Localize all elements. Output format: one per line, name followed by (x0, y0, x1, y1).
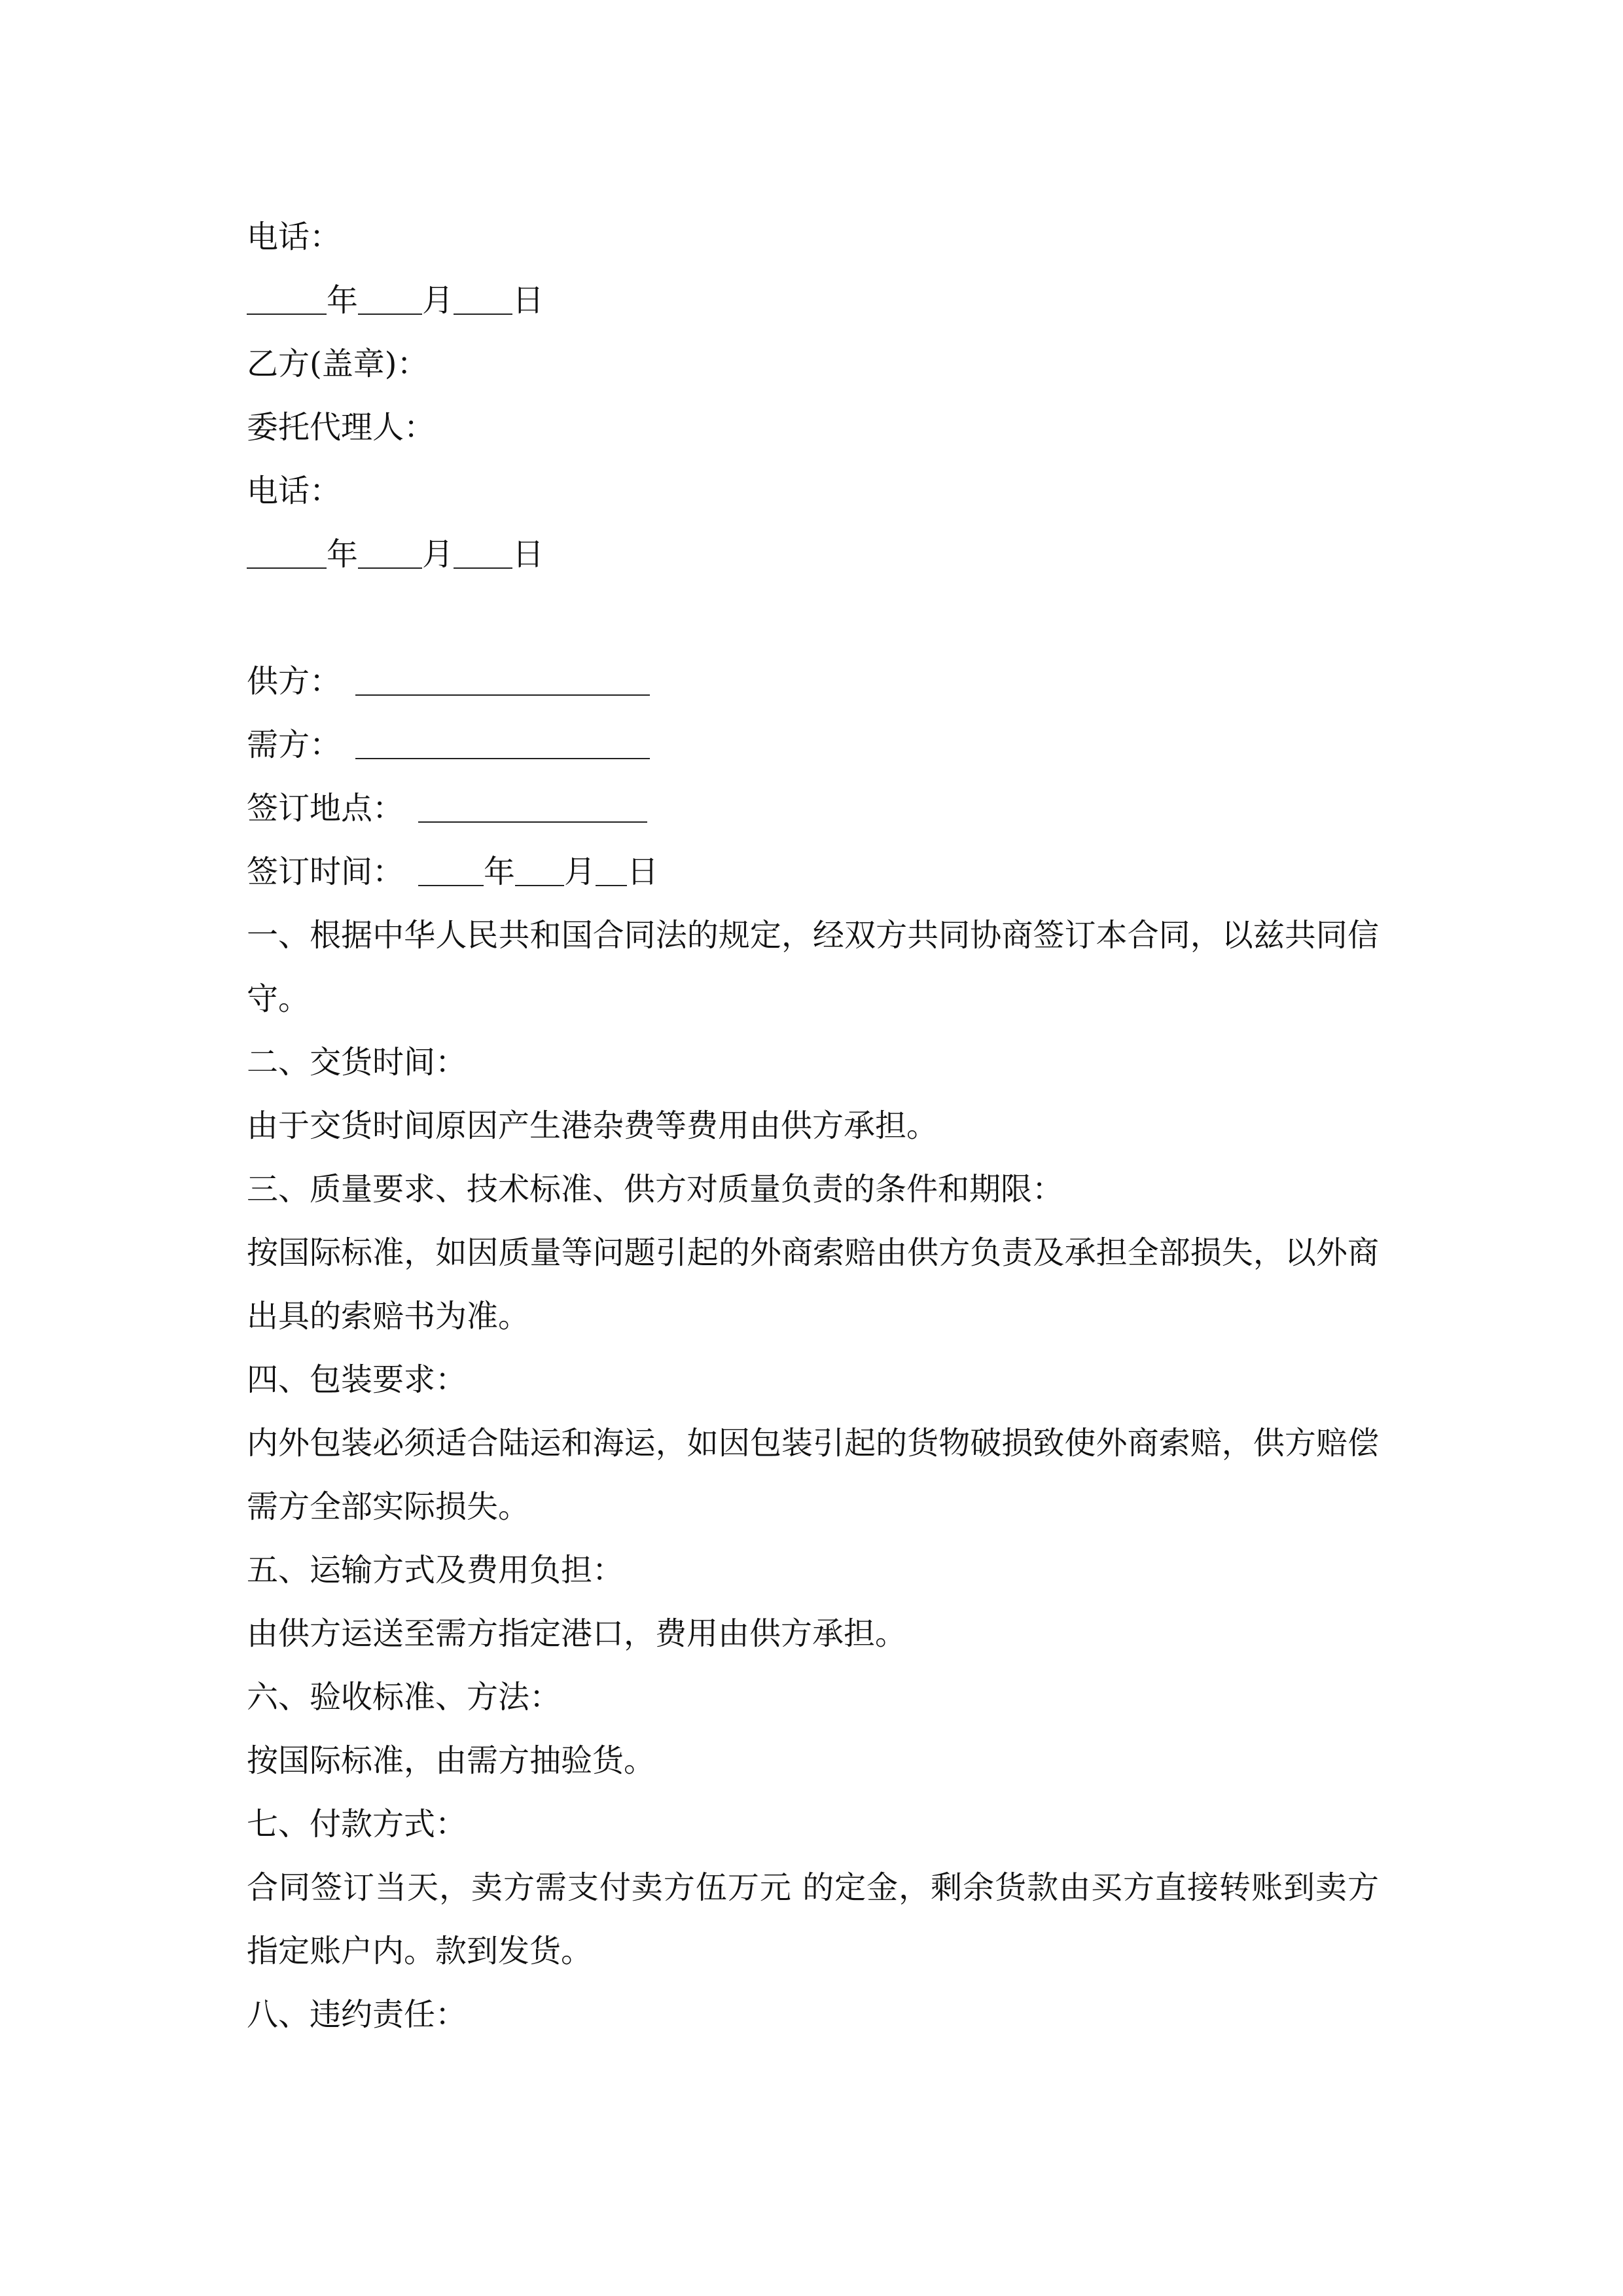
clause-5-body: 由供方运送至需方指定港口，费用由供方承担。 (247, 1615, 907, 1652)
party-b-seal-line (247, 332, 1379, 396)
supplier-line (247, 650, 1379, 713)
date-line-1 (247, 269, 1379, 332)
agent-label: 委托代理人： (247, 409, 436, 446)
clause-7-body: 合同签订当天，卖方需支付卖方伍万元 的定金，剩余货款由买方直接转账到卖方指定账户内。款到发货。 (247, 1869, 1379, 1969)
party-b-seal-label: 乙方(盖章)： (247, 346, 429, 382)
clause-1-paragraph: 一、根据中华人民共和国合同法的规定，经双方共同协商签订本合同，以兹共同信守。 (247, 917, 1379, 1017)
buyer-label: 需方： (247, 726, 342, 763)
clause-8-heading: 八、违约责任： (247, 1996, 467, 2033)
date-line-2 (247, 523, 1379, 586)
clause-3-heading: 三、质量要求、技术标准、供方对质量负责的条件和期限： (247, 1171, 1064, 1208)
phone-label: 电话： (247, 219, 342, 255)
supplier-label: 供方： (247, 663, 342, 700)
document-body (247, 206, 1379, 2047)
day-label: 日 (512, 536, 544, 573)
time-line (247, 840, 1379, 904)
year-label: 年 (484, 853, 516, 890)
buyer-line (247, 713, 1379, 777)
agent-line (247, 396, 1379, 459)
day-blank (454, 282, 512, 315)
day-label: 日 (512, 282, 544, 319)
phone-line-2 (247, 459, 1379, 523)
clause-3-body: 按国际标准，如因质量等问题引起的外商索赔由供方负责及承担全部损失，以外商出具的索赔书为准。 (247, 1234, 1379, 1335)
section-gap (247, 586, 1379, 650)
clause-5-heading: 五、运输方式及费用负担： (247, 1552, 624, 1588)
place-line (247, 777, 1379, 840)
month-blank (358, 282, 422, 315)
day-blank (596, 853, 627, 886)
clause-2-heading: 二、交货时间： (247, 1044, 467, 1081)
year-label: 年 (327, 536, 359, 573)
month-blank (515, 853, 564, 886)
month-label: 月 (422, 282, 454, 319)
day-label: 日 (627, 853, 659, 890)
year-blank (418, 853, 484, 886)
supplier-blank (355, 663, 650, 696)
clause-6-body: 按国际标准，由需方抽验货。 (247, 1742, 656, 1779)
year-label: 年 (327, 282, 359, 319)
clause-4-heading: 四、包装要求： (247, 1361, 467, 1398)
phone-label: 电话： (247, 473, 342, 509)
day-blank (454, 536, 512, 569)
time-label: 签订时间： (247, 853, 404, 890)
month-label: 月 (564, 853, 596, 890)
year-blank (247, 282, 327, 315)
clause-2-body: 由于交货时间原因产生港杂费等费用由供方承担。 (247, 1107, 938, 1144)
month-blank (358, 536, 422, 569)
place-label: 签订地点： (247, 790, 404, 827)
clause-7-heading: 七、付款方式： (247, 1806, 467, 1842)
month-label: 月 (422, 536, 454, 573)
buyer-blank (355, 726, 650, 759)
phone-line-1 (247, 206, 1379, 269)
clause-6-heading: 六、验收标准、方法： (247, 1679, 562, 1715)
year-blank (247, 536, 327, 569)
clause-4-body: 内外包装必须适合陆运和海运，如因包装引起的货物破损致使外商索赔，供方赔偿需方全部实际损失。 (247, 1425, 1379, 1525)
place-blank (418, 790, 647, 823)
